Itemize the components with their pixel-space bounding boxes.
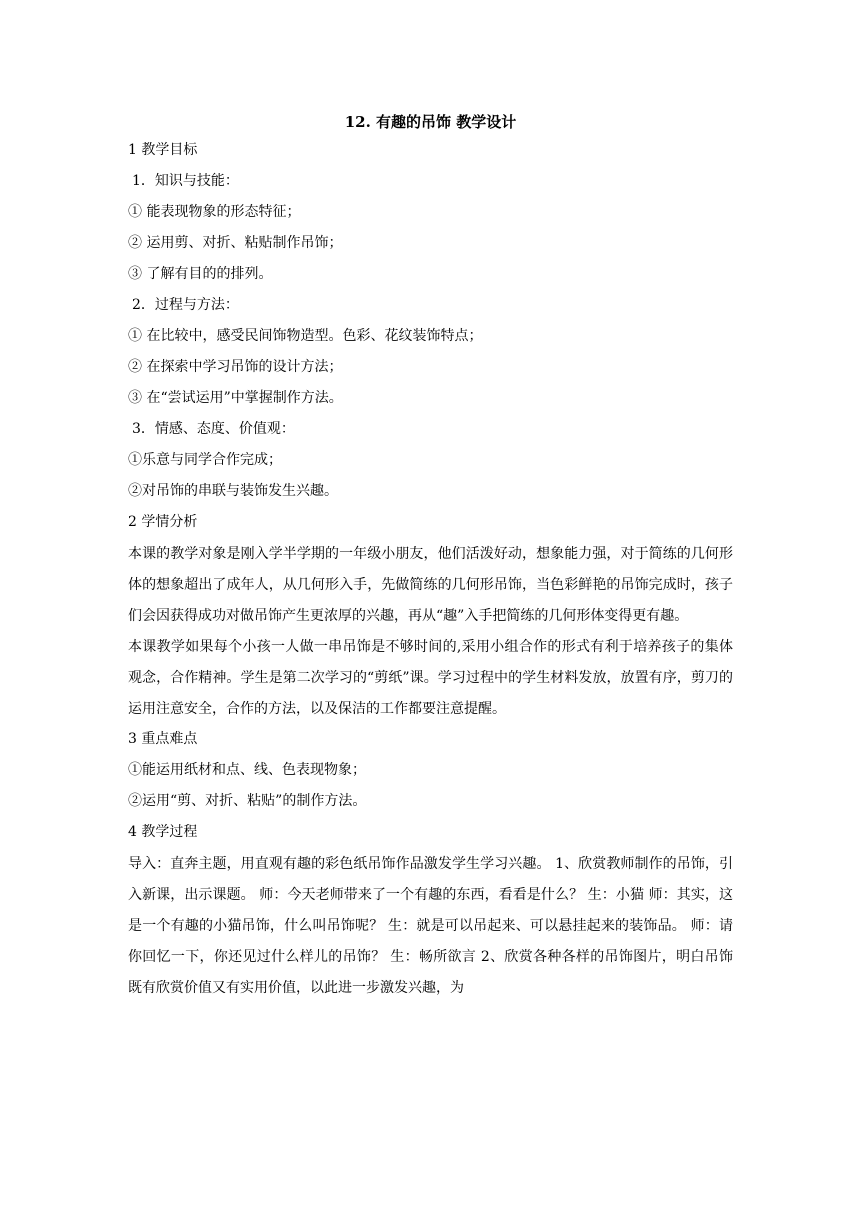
section-heading-process: 4 教学过程 bbox=[128, 824, 198, 840]
list-item: ①能运用纸材和点、线、色表现物象； bbox=[128, 762, 366, 778]
section-heading-key-points: 3 重点难点 bbox=[128, 731, 198, 747]
list-item: ③ 了解有目的的排列。 bbox=[128, 266, 273, 282]
list-item: ② 在探索中学习吊饰的设计方法； bbox=[128, 359, 343, 375]
list-item: ① 在比较中，感受民间饰物造型。色彩、花纹装饰特点； bbox=[128, 328, 483, 344]
analysis-paragraph-2: 本课教学如果每个小孩一人做一串吊饰是不够时间的,采用小组合作的形式有利于培养孩子的集体观念，合作精神。学生是第二次学习的“剪纸”课。学习过程中的学生材料发放，放置有序，剪刀的运用注意安全，合作的方法，以及保洁的工作都要注意提醒。 bbox=[128, 639, 733, 717]
subheading-attitude-values: 3．情感、态度、价值观： bbox=[132, 421, 295, 437]
list-item: ① 能表现物象的形态特征； bbox=[128, 204, 301, 220]
subheading-knowledge-skills: 1．知识与技能： bbox=[132, 173, 239, 189]
analysis-paragraph-1: 本课的教学对象是刚入学半学期的一年级小朋友，他们活泼好动，想象能力强，对于简练的几何形体的想象超出了成年人，从几何形入手，先做简练的几何形吊饰，当色彩鲜艳的吊饰完成时，孩子们会因获得成功对做吊饰产生更浓厚的兴趣，再从“趣”入手把简练的几何形体变得更有趣。 bbox=[128, 546, 733, 624]
document-title: 12. 有趣的吊饰 教学设计 bbox=[344, 113, 517, 131]
list-item: ③ 在“尝试运用”中掌握制作方法。 bbox=[128, 390, 343, 406]
section-heading-objectives: 1 教学目标 bbox=[128, 142, 198, 158]
section-heading-analysis: 2 学情分析 bbox=[128, 514, 198, 530]
list-item: ②对吊饰的串联与装饰发生兴趣。 bbox=[128, 483, 338, 499]
list-item: ② 运用剪、对折、粘贴制作吊饰； bbox=[128, 235, 343, 251]
list-item: ①乐意与同学合作完成； bbox=[128, 452, 282, 468]
subheading-process-method: 2．过程与方法： bbox=[132, 297, 239, 313]
list-item: ②运用“剪、对折、粘贴”的制作方法。 bbox=[128, 793, 367, 809]
process-paragraph: 导入：直奔主题，用直观有趣的彩色纸吊饰作品激发学生学习兴趣。 1、欣赏教师制作的吊饰，引入新课，出示课题。 师：今天老师带来了一个有趣的东西，看看是什么？ 生：小猫 师：其实，这是一个有趣的小猫吊饰，什么叫吊饰呢？ 生：就是可以吊起来、可以悬挂起来的装饰品。 师：请你回忆一下，你还见过什么样儿的吊饰？ 生：畅所欲言 2、欣赏各种各样的吊饰图片，明白吊饰既有欣赏价值又有实用价值，以此进一步激发兴趣，为 bbox=[128, 856, 733, 996]
